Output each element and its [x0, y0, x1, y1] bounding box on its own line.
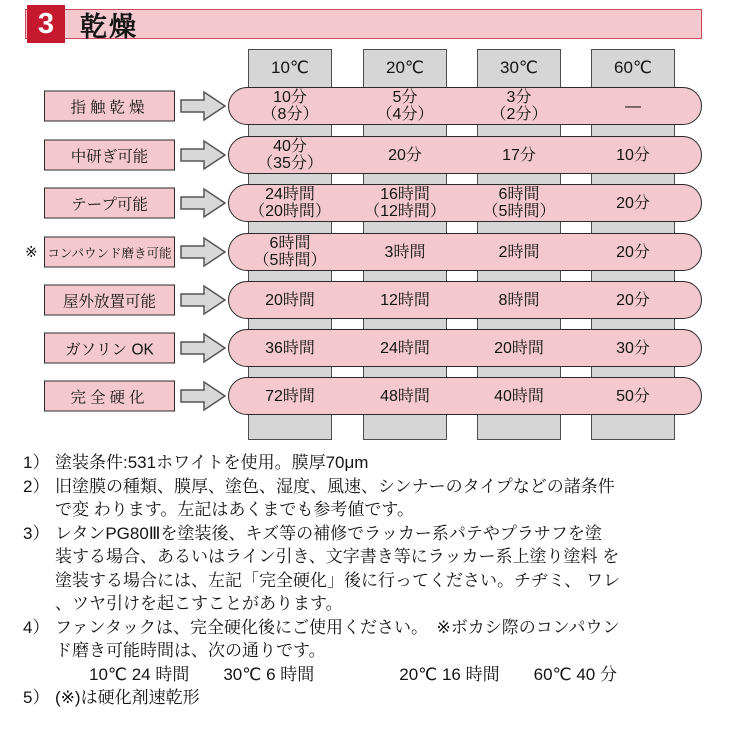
row-label-box: ガソリン OK [44, 333, 175, 364]
cell-value: 48時間 [380, 387, 430, 405]
cell-value: 2時間 [498, 243, 540, 261]
cell-value: 30分 [616, 339, 650, 357]
footnote-number: 4） [23, 617, 50, 637]
footnote-line: 10℃ 24 時間 30℃ 6 時間 20℃ 16 時間 60℃ 40 分 [55, 664, 617, 684]
table-row [0, 377, 730, 415]
cell-value: 40分 （35分） [257, 138, 323, 172]
cell-value: 17分 [502, 146, 536, 164]
cell-value: 10分 [616, 146, 650, 164]
page-title: 乾燥 [80, 11, 138, 42]
footnote-line: 装する場合、あるいはライン引き、文字書き等にラッカー系上塗り塗料 を [55, 547, 620, 566]
table-row [0, 281, 730, 319]
cell-value: 24時間 [380, 339, 430, 357]
row-values-pill [228, 136, 702, 174]
cell-value: 3時間 [384, 243, 426, 261]
cell-value: 24時間 （20時間） [249, 186, 331, 220]
cell-value: 20時間 [265, 291, 315, 309]
footnote-5 [23, 686, 723, 710]
footnote-line: 塗装する場合には、左記「完全硬化」後に行ってください。チヂミ、 ワレ [55, 570, 621, 590]
row-label-box: 屋外放置可能 [44, 285, 175, 316]
cell-value: 50分 [616, 387, 650, 405]
cell-value: 6時間 （5時間） [482, 186, 556, 220]
footnote-line: (※)は硬化剤速乾形 [55, 688, 200, 707]
cell-value: 36時間 [265, 339, 315, 357]
row-values-pill [228, 281, 702, 319]
cell-value: 5分 （4分） [376, 89, 434, 123]
footnote-1 [23, 451, 723, 475]
arrow-right-icon [180, 90, 226, 122]
arrow-right-icon [180, 380, 226, 412]
cell-value: 16時間 （12時間） [364, 186, 446, 220]
cell-value: 20分 [616, 194, 650, 212]
row-values-pill [228, 87, 702, 125]
footnote-line: 旧塗膜の種類、膜厚、塗色、湿度、風速、シンナーのタイプなどの諸条件 [55, 476, 615, 496]
footnote-2 [23, 475, 723, 522]
row-label-box: テープ可能 [44, 188, 175, 219]
footnotes [23, 451, 723, 710]
temp-header: 30℃ [499, 58, 538, 77]
arrow-right-icon [180, 332, 226, 364]
table-row [0, 233, 730, 271]
row-label-box: 完全硬化 [44, 381, 175, 412]
arrow-right-icon [180, 139, 226, 171]
temp-header: 20℃ [385, 58, 424, 77]
row-values-pill [228, 184, 702, 222]
cell-value: 12時間 [380, 291, 430, 309]
footnote-4 [23, 616, 723, 687]
footnote-line: 、ツヤ引けを起こすことがあります。 [55, 594, 343, 613]
footnote-number: 3） [23, 523, 50, 543]
row-label-box: 中研ぎ可能 [44, 140, 175, 171]
arrow-right-icon [180, 236, 226, 268]
footnote-line: で変 わります。左記はあくまでも参考値です。 [55, 500, 415, 519]
footnote-3 [23, 522, 723, 616]
table-row [0, 87, 730, 125]
cell-value: 20時間 [494, 339, 544, 357]
cell-value: — [625, 97, 641, 115]
cell-value: 8時間 [498, 291, 540, 309]
cell-value: 20分 [616, 291, 650, 309]
row-label-box: コンパウンド磨き可能 [44, 237, 175, 268]
cell-value: 20分 [388, 146, 422, 164]
row-label-box: 指触乾燥 [44, 91, 175, 122]
footnote-line: ファンタックは、完全硬化後にご使用ください。 ※ボカシ際のコンパウン [55, 617, 620, 637]
temp-header: 60℃ [613, 58, 652, 77]
arrow-right-icon [180, 284, 226, 316]
footnote-number: 5） [23, 688, 50, 707]
cell-value: 72時間 [265, 387, 315, 405]
row-note-mark: ※ [25, 244, 38, 261]
cell-value: 10分 （8分） [261, 89, 319, 123]
cell-value: 6時間 （5時間） [253, 235, 327, 269]
footnote-line: ド磨き可能時間は、次の通りです。 [55, 641, 326, 660]
cell-value: 20分 [616, 243, 650, 261]
table-row [0, 136, 730, 174]
cell-value: 3分 （2分） [490, 89, 548, 123]
row-values-pill [228, 233, 702, 271]
footnote-number: 1） [23, 453, 50, 472]
temp-header: 10℃ [270, 58, 309, 77]
cell-value: 40時間 [494, 387, 544, 405]
table-row [0, 329, 730, 367]
footnote-line: 塗装条件:531ホワイトを使用。膜厚70μm [55, 453, 369, 472]
footnote-number: 2） [23, 476, 50, 496]
arrow-right-icon [180, 187, 226, 219]
table-row [0, 184, 730, 222]
section-number-badge: 3 [27, 5, 65, 43]
footnote-line: レタンPG80Ⅲを塗装後、キズ等の補修でラッカー系パテやプラサフを塗 [55, 523, 602, 543]
row-values-pill [228, 329, 702, 367]
row-values-pill [228, 377, 702, 415]
